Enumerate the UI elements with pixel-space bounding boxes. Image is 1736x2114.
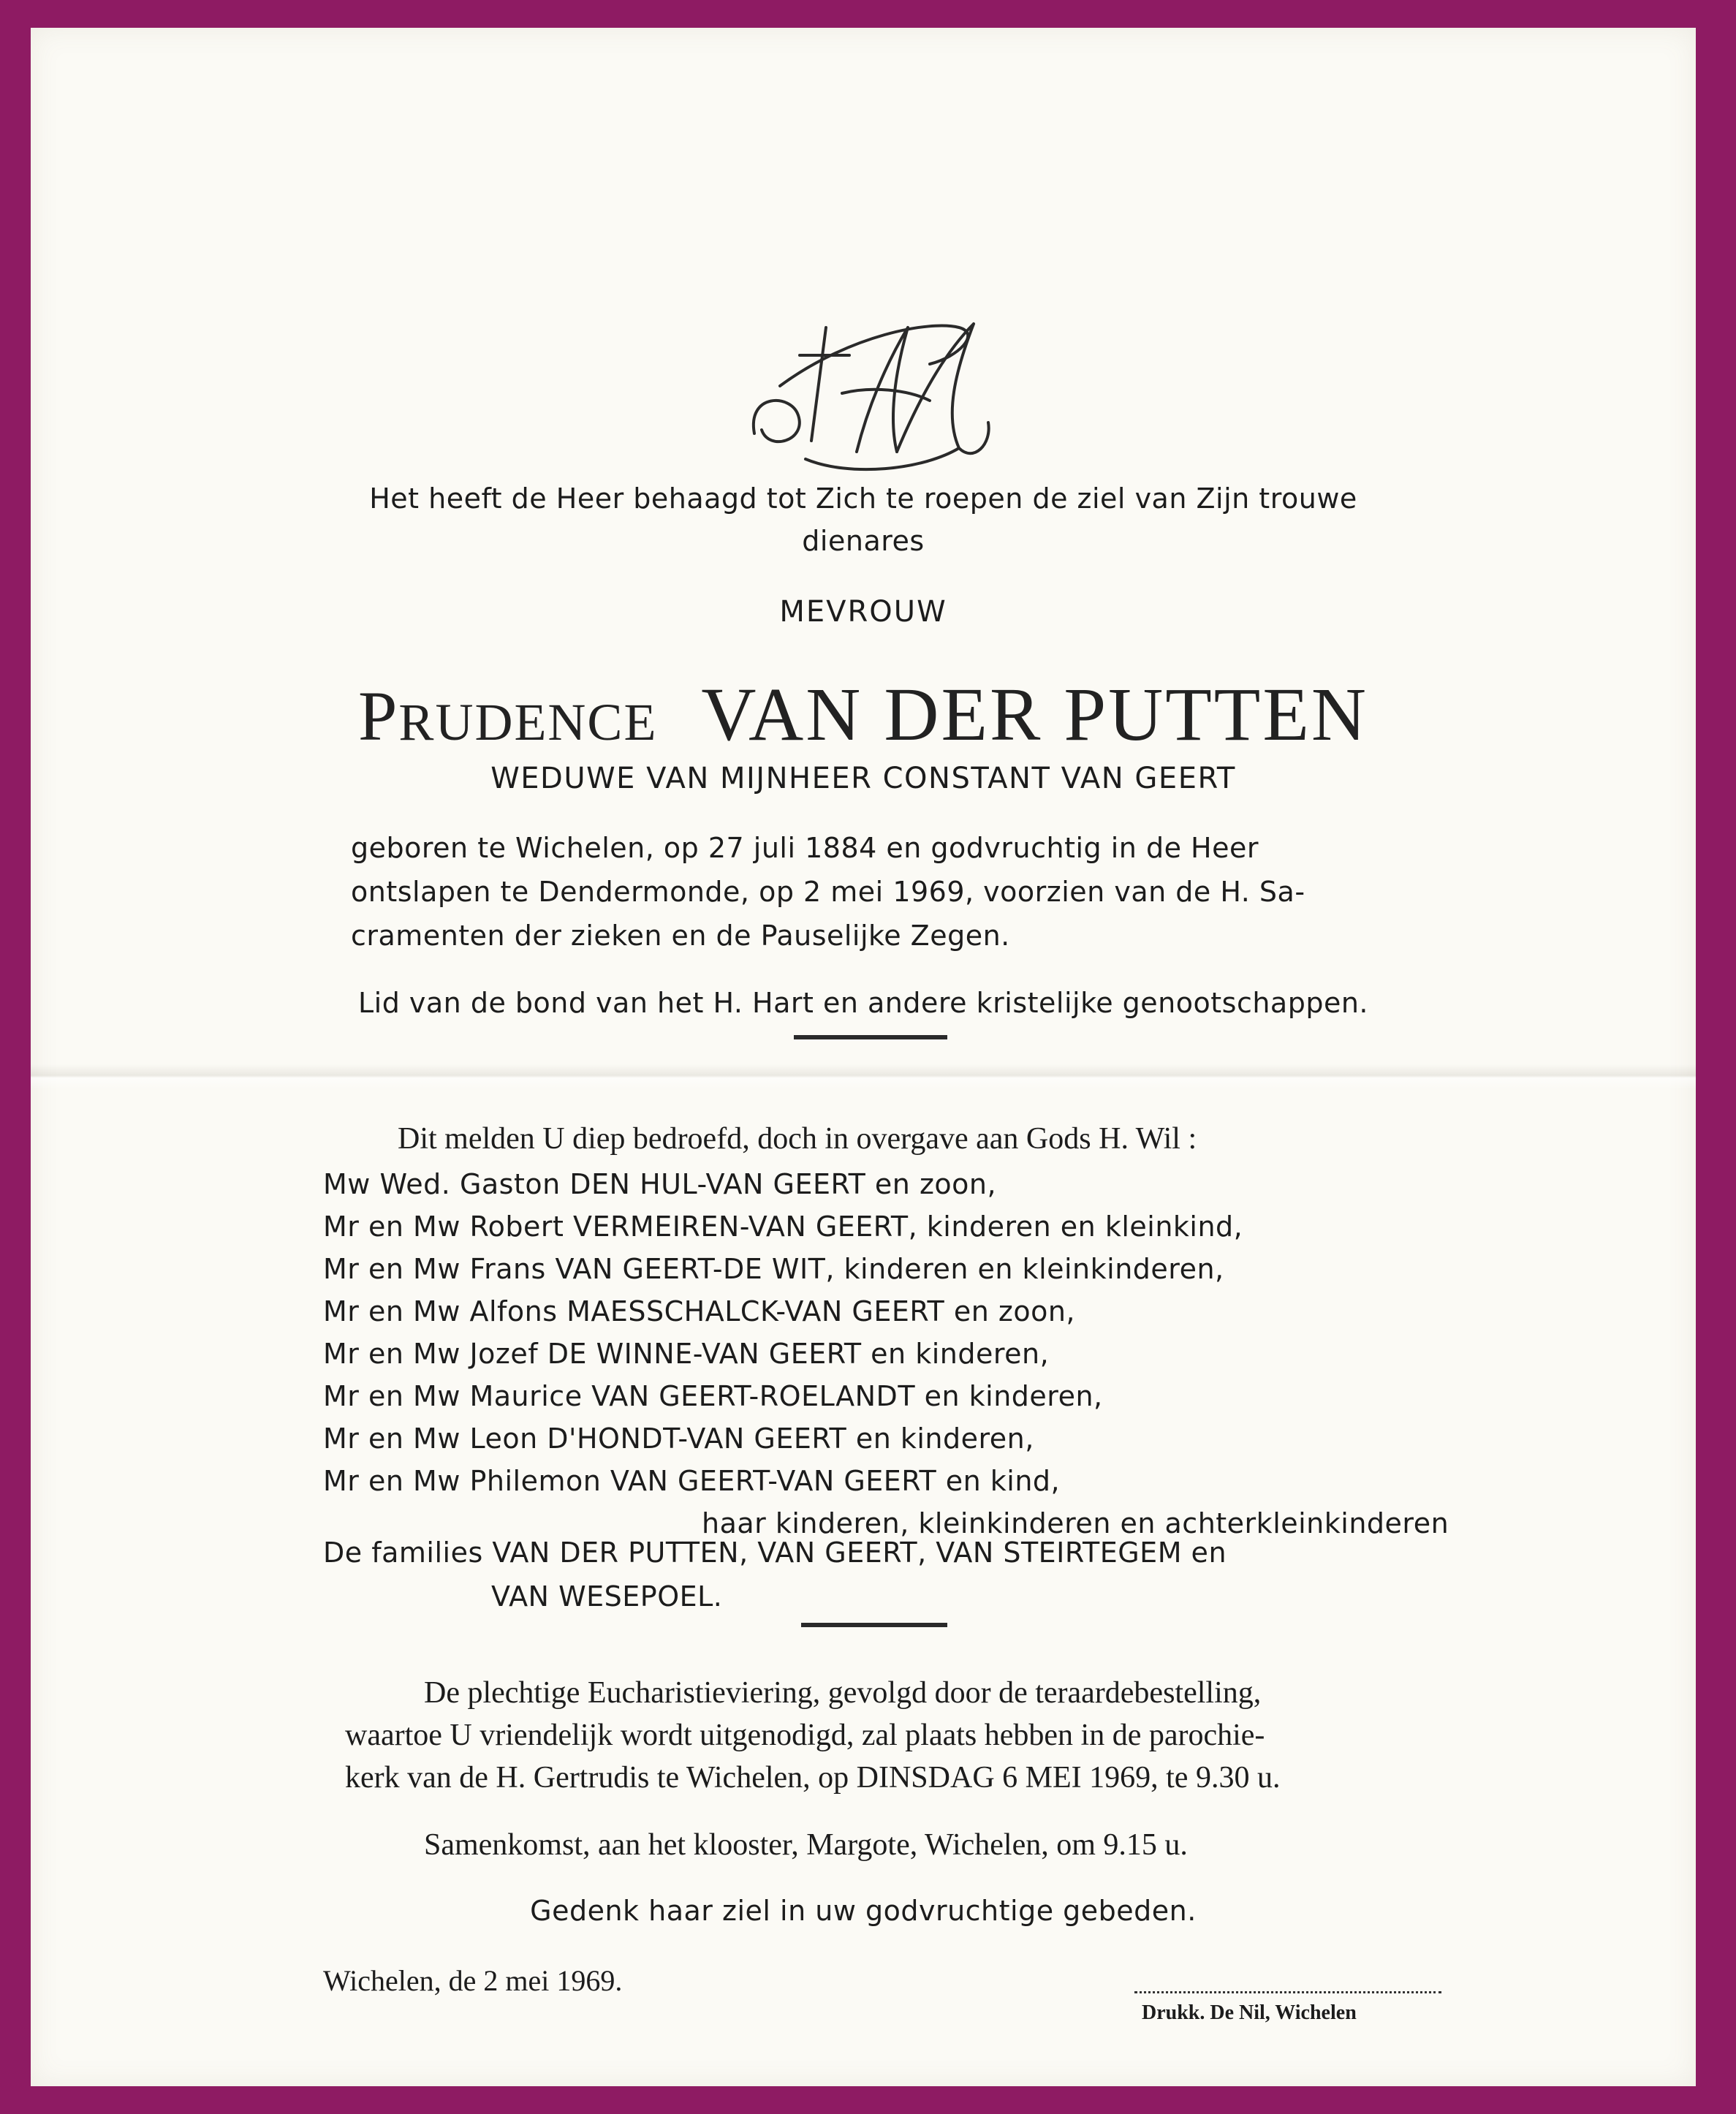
service-line-1: De plechtige Eucharistieviering, gevolgd door de teraardebestelling,: [424, 1676, 1262, 1710]
divider: [794, 1035, 947, 1039]
families-line-1: De families VAN DER PUTTEN, VAN GEERT, VAN STEIRTEGEM en: [323, 1537, 1227, 1569]
membership: Lid van de bond van het H. Hart en andere kristelijke genootschappen.: [357, 987, 1369, 1019]
relative-line: Mr en Mw Philemon VAN GEERT-VAN GEERT en kind,: [323, 1465, 1061, 1497]
printer-credit: Drukk. De Nil, Wichelen: [1142, 2001, 1357, 2024]
death-notice-card: [31, 28, 1696, 2086]
relative-line: Mr en Mw Robert VERMEIREN-VAN GEERT, kinderen en kleinkind,: [323, 1211, 1243, 1243]
given-name-initial: P: [358, 677, 399, 755]
relative-line: Mw Wed. Gaston DEN HUL-VAN GEERT en zoon,: [323, 1168, 997, 1200]
deceased-name: [31, 671, 1696, 758]
relative-line: Mr en Mw Alfons MAESSCHALCK-VAN GEERT en zoon,: [323, 1295, 1075, 1327]
given-name-rest: RUDENCE: [398, 693, 658, 751]
title-mevrouw: MEVROUW: [779, 595, 947, 629]
relative-line: Mr en Mw Frans VAN GEERT-DE WIT, kinderen en kleinkinderen,: [323, 1253, 1224, 1285]
born-line-1: geboren te Wichelen, op 27 juli 1884 en godvruchtig in de Heer: [351, 832, 1259, 864]
relative-line: Mr en Mw Jozef DE WINNE-VAN GEERT en kinderen,: [323, 1338, 1050, 1370]
intro-line-1: Het heeft de Heer behaagd tot Zich te roepen de ziel van Zijn trouwe: [369, 482, 1357, 515]
service-line-3: kerk van de H. Gertrudis te Wichelen, op DINSDAG 6 MEI 1969, te 9.30 u.: [345, 1761, 1281, 1795]
gathering: Samenkomst, aan het klooster, Margote, Wichelen, om 9.15 u.: [424, 1828, 1188, 1862]
paper-fold: [31, 1064, 1696, 1089]
widow-of: WEDUWE VAN MIJNHEER CONSTANT VAN GEERT: [490, 762, 1236, 795]
divider: [801, 1623, 947, 1627]
service-line-2: waartoe U vriendelijk wordt uitgenodigd, zal plaats hebben in de parochie-: [345, 1719, 1265, 1752]
place-date: Wichelen, de 2 mei 1969.: [323, 1964, 623, 1997]
given-name: [358, 677, 658, 755]
surname: VAN DER PUTTEN: [701, 673, 1368, 757]
remember: Gedenk haar ziel in uw godvruchtige gebeden.: [530, 1895, 1197, 1927]
announcement: Dit melden U diep bedroefd, doch in overgave aan Gods H. Wil :: [398, 1122, 1197, 1156]
intro-line-2: dienares: [802, 525, 925, 557]
relative-line: Mr en Mw Maurice VAN GEERT-ROELANDT en kinderen,: [323, 1380, 1103, 1412]
cross-monogram-icon: [740, 306, 1003, 481]
born-line-3: cramenten der zieken en de Pauselijke Zegen.: [351, 920, 1010, 952]
families-line-2: VAN WESEPOEL.: [491, 1580, 723, 1613]
printer-dotted-line: [1134, 1991, 1441, 1993]
relative-line: Mr en Mw Leon D'HONDT-VAN GEERT en kinderen,: [323, 1422, 1034, 1455]
born-line-2: ontslapen te Dendermonde, op 2 mei 1969, voorzien van de H. Sa-: [351, 876, 1305, 908]
descendants: haar kinderen, kleinkinderen en achterkleinkinderen: [702, 1507, 1449, 1539]
